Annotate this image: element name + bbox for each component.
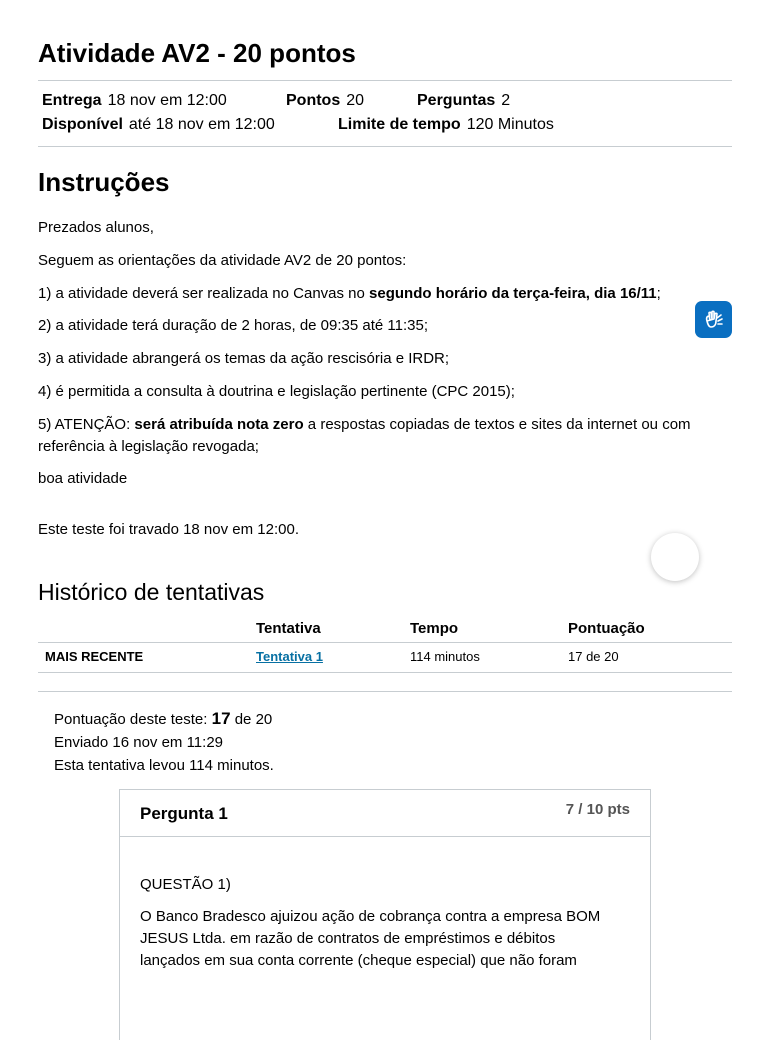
score-label: Pontuação deste teste: [54, 711, 208, 728]
locked-notice: Este teste foi travado 18 nov em 12:00. [38, 521, 299, 538]
row-score: 17 de 20 [568, 649, 619, 664]
sign-language-icon [702, 308, 726, 332]
instruction-item-3: 3) a atividade abrangerá os temas da ação rescisória e IRDR; [38, 350, 450, 367]
score-total: de 20 [234, 711, 273, 728]
attempt-duration: Esta tentativa levou 114 minutos. [54, 757, 274, 774]
title-divider [38, 80, 732, 81]
instructions-heading: Instruções [38, 167, 170, 197]
questions-value: 2 [501, 92, 511, 109]
row-time: 114 minutos [410, 649, 480, 664]
due-label: Entrega [42, 92, 102, 109]
floating-action-button[interactable] [651, 533, 699, 581]
instruction-item-4: 4) é permitida a consulta à doutrina e legislação pertinente (CPC 2015); [38, 383, 515, 400]
submitted-date: Enviado 16 nov em 11:29 [54, 734, 224, 751]
question-text-line-3: lançados em sua conta corrente (cheque especial) que não foram [140, 952, 577, 969]
history-heading: Histórico de tentativas [38, 579, 265, 605]
section-divider [38, 691, 732, 692]
col-score-header: Pontuação [568, 620, 645, 637]
table-row-divider [38, 672, 732, 673]
question-header [120, 790, 650, 837]
instructions-greeting: Prezados alunos, [38, 219, 154, 236]
instruction-item-5 [38, 414, 718, 458]
page-title: Atividade AV2 - 20 pontos [38, 38, 356, 68]
points-label: Pontos [286, 92, 341, 109]
row-label: MAIS RECENTE [45, 649, 144, 664]
points-detail [286, 91, 364, 111]
score-summary [54, 709, 272, 730]
time-limit-value: 120 Minutos [466, 116, 554, 133]
question-title: Pergunta 1 [140, 804, 228, 823]
questions-detail [417, 91, 510, 111]
due-detail [42, 91, 227, 111]
available-detail [42, 115, 275, 135]
time-limit-label: Limite de tempo [338, 116, 461, 133]
instruction-item-2: 2) a atividade terá duração de 2 horas, de 09:35 até 11:35; [38, 317, 428, 334]
col-time-header: Tempo [410, 620, 459, 637]
question-card [119, 789, 651, 1040]
points-value: 20 [346, 92, 365, 109]
time-limit-detail [338, 115, 554, 135]
available-value: até 18 nov em 12:00 [128, 116, 275, 133]
item-5-rest: a respostas copiadas de textos e sites da internet ou com referência à legislação revogada; [38, 416, 691, 455]
instructions-intro: Seguem as orientações da atividade AV2 de 20 pontos: [38, 252, 407, 269]
question-text-line-1: O Banco Bradesco ajuizou ação de cobrança contra a empresa BOM [140, 908, 601, 925]
table-header-divider [38, 642, 732, 643]
item-5-emphasis: será atribuída nota zero [134, 416, 304, 433]
item-1-end: ; [656, 285, 661, 302]
item-5-text: 5) ATENÇÃO: [38, 416, 135, 433]
sign-language-button[interactable] [695, 301, 732, 338]
questions-label: Perguntas [417, 92, 496, 109]
item-1-emphasis: segundo horário da terça-feira, dia 16/11 [369, 285, 657, 302]
instructions-closing: boa atividade [38, 470, 128, 487]
question-points: 7 / 10 pts [565, 801, 630, 818]
attempt-link[interactable]: Tentativa 1 [256, 649, 323, 664]
col-attempt-header: Tentativa [256, 620, 321, 637]
score-value: 17 [211, 709, 231, 728]
due-value: 18 nov em 12:00 [107, 92, 227, 109]
question-label: QUESTÃO 1) [140, 876, 231, 893]
question-text-line-2: JESUS Ltda. em razão de contratos de empréstimos e débitos [140, 930, 556, 947]
available-label: Disponível [42, 116, 123, 133]
instruction-item-1 [38, 283, 718, 305]
details-divider [38, 146, 732, 147]
item-1-text: 1) a atividade deverá ser realizada no Canvas no [38, 285, 370, 302]
